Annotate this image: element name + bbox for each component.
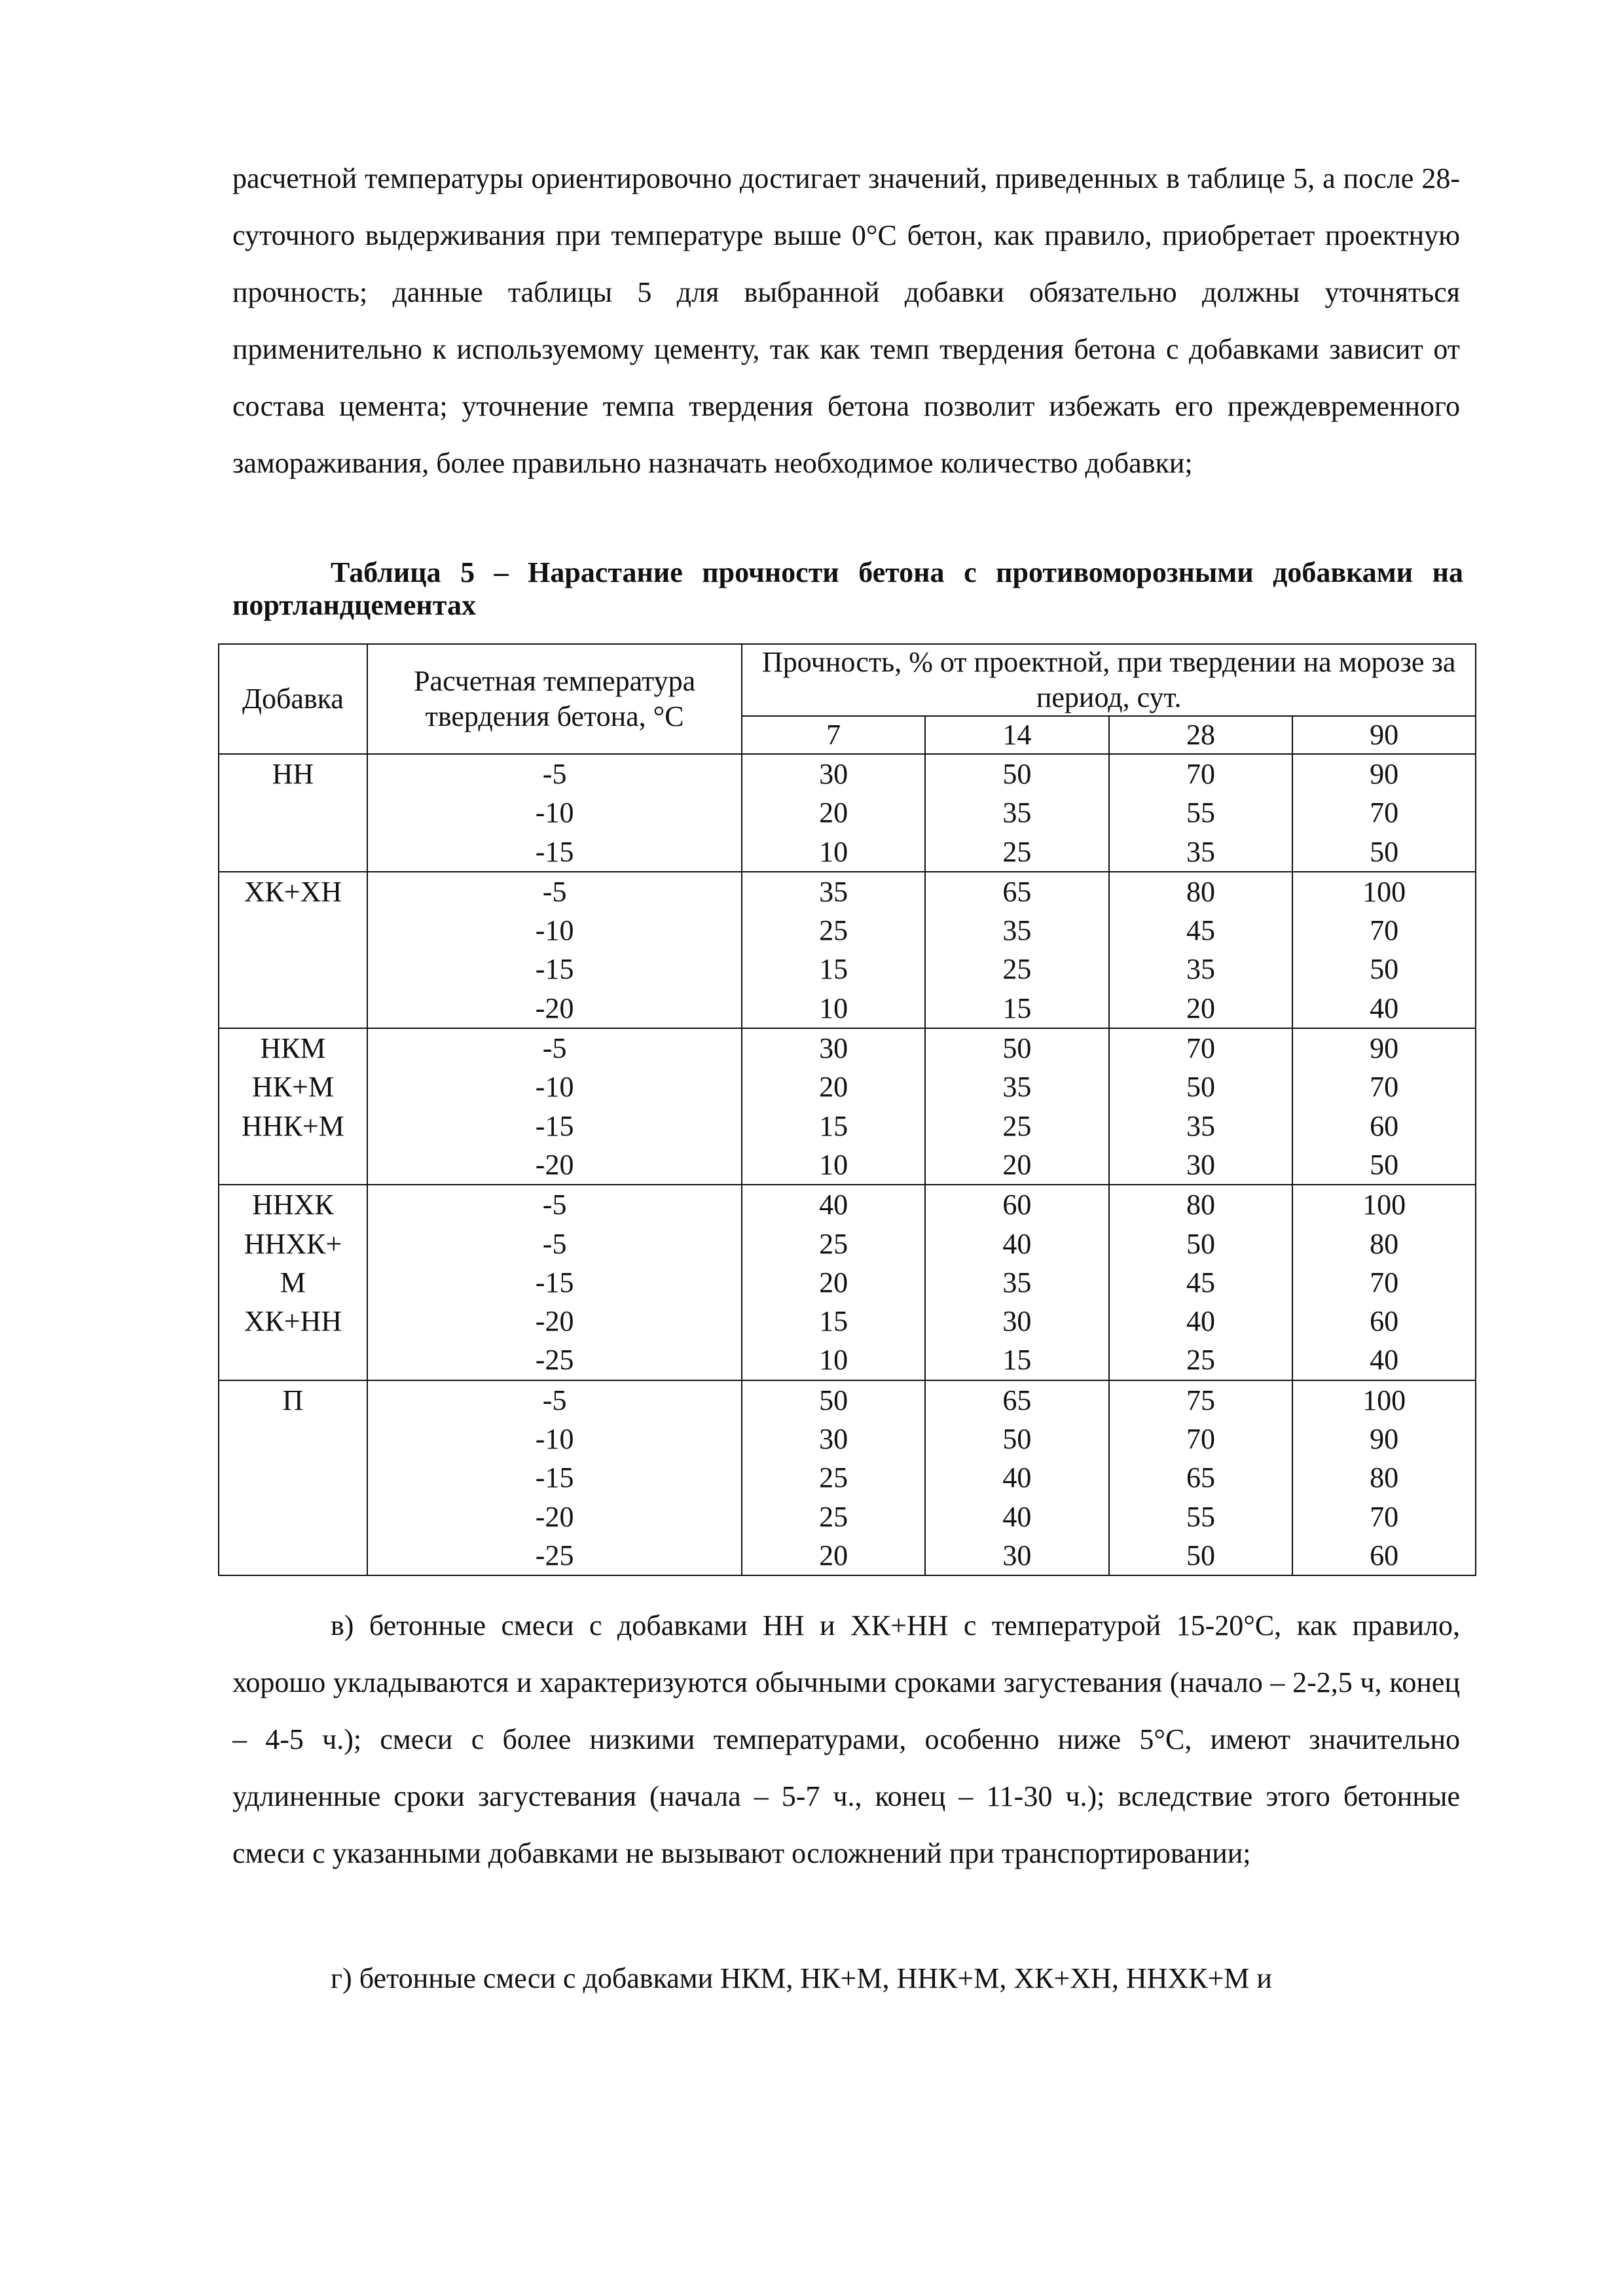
cell-line: ХК+НН: [244, 1305, 342, 1338]
header-strength: Прочность, % от проектной, при твердении на морозе за период, сут.: [742, 644, 1476, 716]
cell-line: -20: [535, 992, 574, 1024]
cell-line: 50: [1186, 1071, 1215, 1103]
cell-line: 50: [1002, 758, 1032, 790]
cell-line: -5: [542, 1384, 567, 1416]
cell-line: 35: [819, 875, 848, 908]
cell-line: 80: [1186, 1189, 1215, 1221]
cell-line: 15: [819, 953, 848, 986]
cell-line: ННХК: [252, 1189, 334, 1221]
strength-14-cell: [925, 754, 1109, 872]
header-temperature: Расчетная температура твердения бетона, °С: [367, 644, 742, 754]
strength-table: [218, 643, 1476, 1576]
strength-28-cell: [1109, 872, 1293, 1028]
cell-line: 55: [1186, 797, 1215, 829]
cell-line: 25: [1002, 1109, 1032, 1142]
cell-line: 70: [1186, 758, 1215, 790]
cell-line: 40: [1370, 1344, 1399, 1376]
table-row: [219, 1028, 1476, 1185]
cell-line: М: [280, 1266, 306, 1299]
cell-line: -25: [535, 1344, 574, 1376]
cell-line: 90: [1370, 758, 1399, 790]
cell-line: 65: [1186, 1462, 1215, 1494]
cell-line: 35: [1186, 835, 1215, 868]
cell-line: 20: [1002, 1148, 1032, 1181]
cell-line: -10: [535, 797, 574, 829]
cell-line: 20: [819, 1266, 848, 1299]
cell-line: 20: [1186, 992, 1215, 1024]
cell-line: 70: [1186, 1423, 1215, 1456]
cell-line: 50: [1370, 953, 1399, 986]
cell-line: 10: [819, 1344, 848, 1376]
table-caption: Таблица 5 – Нарастание прочности бетона с противоморозными добавками на портландцементах: [232, 556, 1463, 621]
strength-7-cell: [742, 1028, 925, 1185]
cell-line: 80: [1370, 1462, 1399, 1494]
cell-line: 35: [1186, 1109, 1215, 1142]
cell-line: 70: [1370, 1071, 1399, 1103]
cell-line: НК+М: [251, 1071, 334, 1103]
cell-line: 70: [1370, 1500, 1399, 1533]
cell-line: ННК+М: [242, 1109, 344, 1142]
cell-line: 50: [1370, 835, 1399, 868]
cell-line: 25: [1002, 953, 1032, 986]
cell-line: 90: [1370, 1423, 1399, 1456]
cell-line: 20: [819, 1071, 848, 1103]
cell-line: 15: [1002, 1344, 1032, 1376]
additive-cell: [219, 1028, 367, 1185]
cell-line: 30: [1186, 1148, 1215, 1181]
cell-line: 30: [1002, 1539, 1032, 1571]
cell-line: 65: [1002, 875, 1032, 908]
cell-line: 30: [819, 1032, 848, 1065]
cell-line: -10: [535, 1423, 574, 1456]
cell-line: 25: [1186, 1344, 1215, 1376]
cell-line: 15: [1002, 992, 1032, 1024]
cell-line: 15: [819, 1305, 848, 1338]
cell-line: 30: [819, 758, 848, 790]
strength-14-cell: [925, 1028, 1109, 1185]
strength-7-cell: [742, 872, 925, 1028]
paragraph-v: в) бетонные смеси с добавками НН и ХК+НН с температурой 15-20°С, как правило, хорошо укладываются и характеризуются обычными сроками загустевания (начало – 2-2,5 ч, конец – 4-5 ч.); смеси с более низкими температурами, особенно ниже 5°С, имеют значительно удлиненные сроки загустевания (начала – 5-7 ч., конец – 11-30 ч.); вследствие этого бетонные смеси с указанными добавками не вызывают осложнений при транспортировании;: [232, 1609, 1460, 1869]
cell-line: 25: [819, 1227, 848, 1260]
cell-line: ННХК+: [244, 1227, 342, 1260]
cell-line: 90: [1370, 1032, 1399, 1065]
strength-7-cell: [742, 1185, 925, 1380]
strength-90-cell: [1292, 1380, 1476, 1575]
cell-line: НКМ: [260, 1032, 326, 1065]
cell-line: -20: [535, 1148, 574, 1181]
cell-line: 25: [819, 914, 848, 947]
table-row: [219, 1380, 1476, 1575]
additive-cell: [219, 754, 367, 872]
cell-line: -15: [535, 1462, 574, 1494]
paragraph-top: расчетной температуры ориентировочно достигает значений, приведенных в таблице 5, а после 28-суточного выдерживания при температуре выше 0°С бетон, как правило, приобретает проектную прочность; данные таблицы 5 для выбранной добавки обязательно должны уточняться применительно к используемому цементу, так как темп твердения бетона с добавками зависит от состава цемента; уточнение темпа твердения бетона позволит избежать его преждевременного замораживания, более правильно назначать необходимое количество добавки;: [232, 162, 1460, 479]
cell-line: 50: [1186, 1227, 1215, 1260]
strength-90-cell: [1292, 754, 1476, 872]
temperature-cell: [367, 754, 742, 872]
table-row: [219, 754, 1476, 872]
cell-line: 40: [1370, 992, 1399, 1024]
cell-line: 50: [1186, 1539, 1215, 1571]
cell-line: 60: [1370, 1305, 1399, 1338]
cell-line: -20: [535, 1305, 574, 1338]
cell-line: -10: [535, 1071, 574, 1103]
cell-line: 40: [1002, 1500, 1032, 1533]
cell-line: 10: [819, 992, 848, 1024]
cell-line: -5: [542, 1227, 567, 1260]
cell-line: -15: [535, 1266, 574, 1299]
cell-line: П: [282, 1384, 304, 1416]
cell-line: 25: [819, 1500, 848, 1533]
header-additive: Добавка: [219, 644, 367, 754]
cell-line: 15: [819, 1109, 848, 1142]
strength-90-cell: [1292, 1028, 1476, 1185]
strength-28-cell: [1109, 754, 1293, 872]
cell-line: -20: [535, 1500, 574, 1533]
cell-line: 40: [1186, 1305, 1215, 1338]
cell-line: 60: [1370, 1539, 1399, 1571]
cell-line: 40: [1002, 1227, 1032, 1260]
cell-line: 55: [1186, 1500, 1215, 1533]
strength-7-cell: [742, 754, 925, 872]
cell-line: 30: [819, 1423, 848, 1456]
strength-14-cell: [925, 1185, 1109, 1380]
cell-line: 35: [1186, 953, 1215, 986]
additive-cell: [219, 1185, 367, 1380]
paragraph-g: г) бетонные смеси с добавками НКМ, НК+М, ННК+М, ХК+ХН, ННХК+М и: [331, 1962, 1272, 1994]
temperature-cell: [367, 1185, 742, 1380]
cell-line: 100: [1362, 1189, 1406, 1221]
cell-line: -15: [535, 953, 574, 986]
cell-line: 45: [1186, 914, 1215, 947]
temperature-cell: [367, 1028, 742, 1185]
period-14: 14: [925, 716, 1109, 754]
cell-line: 45: [1186, 1266, 1215, 1299]
strength-28-cell: [1109, 1185, 1293, 1380]
cell-line: 35: [1002, 914, 1032, 947]
cell-line: 35: [1002, 797, 1032, 829]
cell-line: 35: [1002, 1266, 1032, 1299]
cell-line: 70: [1370, 1266, 1399, 1299]
additive-cell: [219, 1380, 367, 1575]
cell-line: 40: [819, 1189, 848, 1221]
cell-line: 20: [819, 797, 848, 829]
cell-line: 60: [1002, 1189, 1032, 1221]
cell-line: 100: [1362, 875, 1406, 908]
cell-line: 35: [1002, 1071, 1032, 1103]
cell-line: -5: [542, 1032, 567, 1065]
cell-line: 40: [1002, 1462, 1032, 1494]
strength-90-cell: [1292, 1185, 1476, 1380]
cell-line: 100: [1362, 1384, 1406, 1416]
period-7: 7: [742, 716, 925, 754]
cell-line: -5: [542, 758, 567, 790]
cell-line: 50: [1002, 1423, 1032, 1456]
cell-line: 50: [1370, 1148, 1399, 1181]
cell-line: 75: [1186, 1384, 1215, 1416]
cell-line: 60: [1370, 1109, 1399, 1142]
cell-line: 25: [819, 1462, 848, 1494]
strength-14-cell: [925, 1380, 1109, 1575]
cell-line: 70: [1370, 797, 1399, 829]
cell-line: 65: [1002, 1384, 1032, 1416]
cell-line: 25: [1002, 835, 1032, 868]
cell-line: -5: [542, 875, 567, 908]
temperature-cell: [367, 1380, 742, 1575]
cell-line: 50: [1002, 1032, 1032, 1065]
strength-28-cell: [1109, 1028, 1293, 1185]
period-90: 90: [1292, 716, 1476, 754]
cell-line: 80: [1370, 1227, 1399, 1260]
strength-28-cell: [1109, 1380, 1293, 1575]
additive-cell: [219, 872, 367, 1028]
strength-14-cell: [925, 872, 1109, 1028]
temperature-cell: [367, 872, 742, 1028]
table-row: [219, 1185, 1476, 1380]
cell-line: -15: [535, 835, 574, 868]
cell-line: 70: [1370, 914, 1399, 947]
cell-line: 30: [1002, 1305, 1032, 1338]
cell-line: -15: [535, 1109, 574, 1142]
period-28: 28: [1109, 716, 1293, 754]
strength-7-cell: [742, 1380, 925, 1575]
cell-line: -5: [542, 1189, 567, 1221]
strength-90-cell: [1292, 872, 1476, 1028]
cell-line: -25: [535, 1539, 574, 1571]
cell-line: 70: [1186, 1032, 1215, 1065]
cell-line: 80: [1186, 875, 1215, 908]
cell-line: 10: [819, 1148, 848, 1181]
table-row: [219, 872, 1476, 1028]
cell-line: 50: [819, 1384, 848, 1416]
cell-line: ХК+ХН: [244, 875, 342, 908]
cell-line: 20: [819, 1539, 848, 1571]
cell-line: 10: [819, 835, 848, 868]
cell-line: НН: [272, 758, 314, 790]
cell-line: -10: [535, 914, 574, 947]
